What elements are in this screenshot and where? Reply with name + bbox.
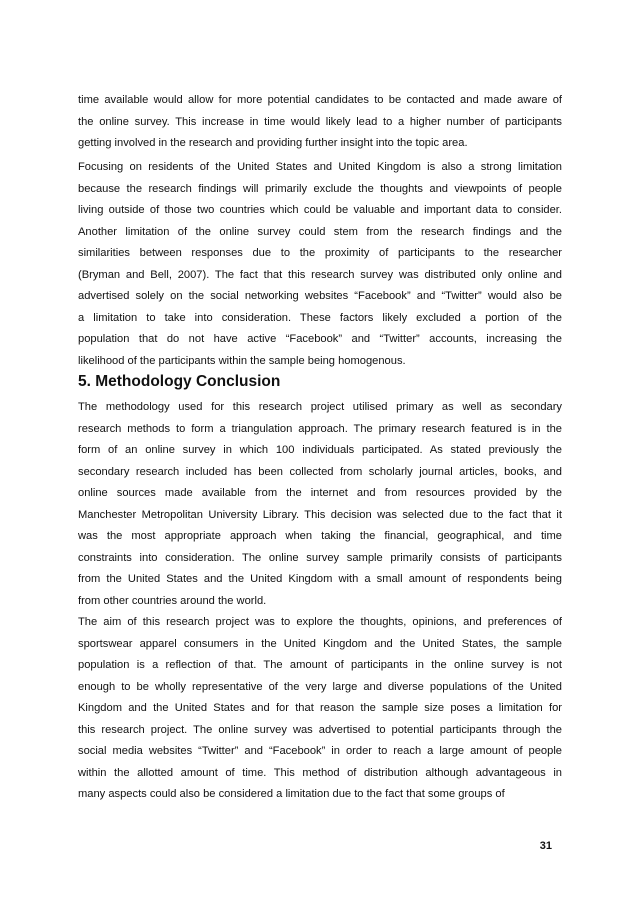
text-line: Another limitation of the online survey could stem from the research findings and the — [78, 225, 562, 238]
text-line: was the most appropriate approach when taking the financial, geographical, and time — [78, 530, 562, 542]
text-line: many aspects could also be considered a limitation due to the fact that some groups of — [78, 788, 505, 800]
paragraph-3 — [78, 397, 562, 612]
text-line: constraints into consideration. The online survey sample primarily consists of participants — [78, 551, 562, 564]
text-line: from other countries around the world. — [78, 594, 267, 607]
text-line: population that do not have active “Facebook” and “Twitter” accounts, increasing the — [78, 333, 562, 345]
text-line: social media websites “Twitter” and “Facebook” in order to reach a large amount of people — [78, 745, 562, 757]
paragraph-4 — [78, 612, 562, 806]
text-line: population is a reflection of that. The amount of participants in the online survey is not — [78, 659, 562, 671]
text-line: a limitation to take into consideration. These factors likely excluded a portion of the — [78, 311, 562, 324]
text-line: because the research findings will primarily exclude the thoughts and viewpoints of people — [78, 182, 562, 195]
text-line: living outside of those two countries which could be valuable and important data to consider. — [78, 204, 562, 216]
text-line: the online survey. This increase in time would likely lead to a higher number of participants — [78, 115, 562, 128]
text-line: research methods to form a triangulation approach. The primary research featured is in the — [78, 422, 562, 435]
section-heading: 5. Methodology Conclusion — [78, 373, 281, 390]
paragraph-2 — [78, 157, 562, 372]
text-line: getting involved in the research and providing further insight into the topic area. — [78, 137, 468, 149]
text-line: advertised solely on the social networking websites “Facebook” and “Twitter” would also be — [78, 290, 562, 302]
text-line: sportswear apparel consumers in the United Kingdom and the United States, the sample — [78, 637, 562, 650]
text-line: form of an online survey in which 100 individuals participated. As stated previously the — [78, 444, 562, 456]
page-number: 31 — [539, 840, 552, 852]
text-line: Manchester Metropolitan University Library. This decision was selected due to the fact that it — [78, 508, 562, 521]
text-line: secondary research included has been collected from scholarly journal articles, books, and — [78, 465, 562, 478]
text-line: Kingdom and the United States and for that reason the sample size poses a limitation for — [78, 702, 562, 714]
text-line: The aim of this research project was to explore the thoughts, opinions, and preferences of — [78, 616, 562, 628]
text-line: similarities between responses due to the proximity of participants to the researcher — [78, 247, 562, 259]
paragraph-1 — [78, 90, 562, 155]
text-line: likelihood of the participants within the sample being homogenous. — [78, 354, 406, 367]
text-line: Focusing on residents of the United States and United Kingdom is also a strong limitation — [78, 161, 562, 173]
text-line: enough to be wholly representative of the very large and diverse populations of the United — [78, 680, 562, 693]
text-line: (Bryman and Bell, 2007). The fact that this research survey was distributed only online and — [78, 268, 562, 281]
text-line: online sources made available from the internet and from resources provided by the — [78, 487, 562, 499]
text-line: time available would allow for more potential candidates to be contacted and made aware of — [78, 94, 562, 106]
text-line: The methodology used for this research project utilised primary as well as secondary — [78, 401, 562, 413]
text-line: within the allotted amount of time. This method of distribution although advantageous in — [78, 766, 562, 779]
text-line: this research project. The online survey was advertised to potential participants through the — [78, 723, 562, 736]
text-line: from the United States and the United Kingdom with a small amount of respondents being — [78, 573, 562, 585]
